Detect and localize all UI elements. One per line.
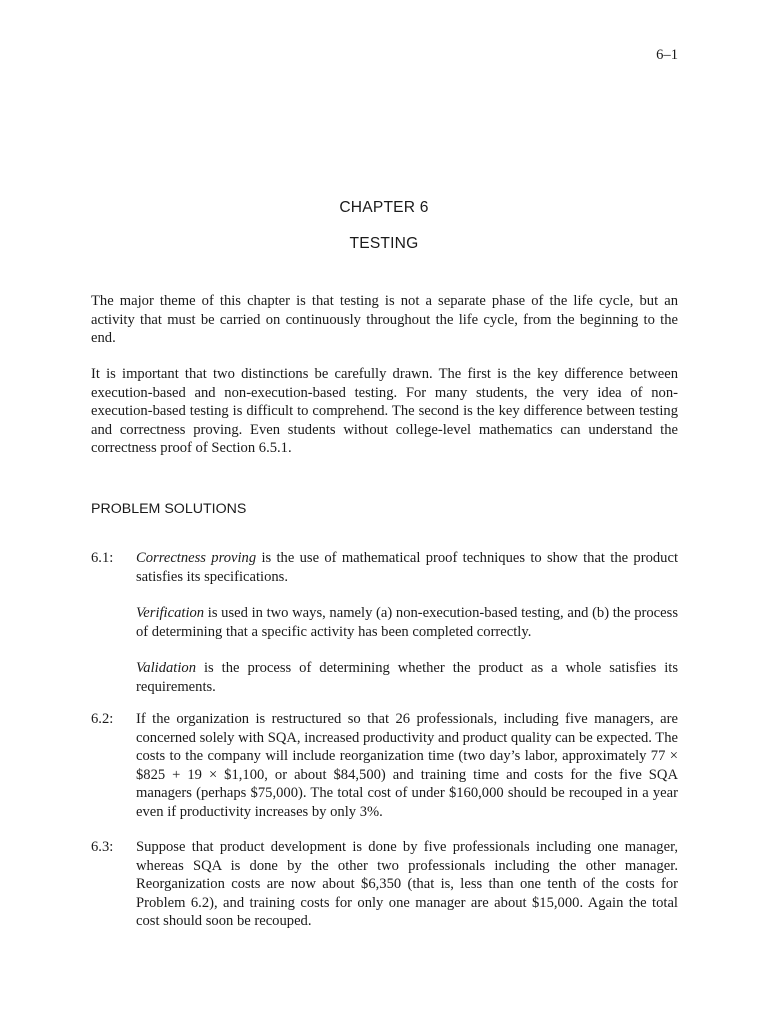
problem-body	[136, 838, 678, 931]
page-number: 6–1	[656, 47, 678, 63]
problem-body	[136, 549, 678, 697]
problem-paragraph	[136, 549, 678, 586]
problem-item	[91, 549, 678, 697]
problem-item	[91, 838, 678, 931]
defined-term: Verification	[136, 605, 205, 622]
problem-paragraph: If the organization is restructured so that 26 professionals, including five managers, are concerned solely with SQA, increased productivity and product quality can be expected. The costs to the company will include reorganization time (two day’s labor, approximately 77 × $825 + 19 × $1,100, or about $84,500) and training time and costs for the five SQA managers (perhaps $75,000). The total cost of under $160,000 should be recouped in a year even if productivity increases by only 3%.	[136, 711, 678, 820]
definition-text: is the process of determining whether the product as a whole satisfies its requirements.	[136, 660, 678, 695]
problem-paragraph	[136, 659, 678, 696]
section-heading: PROBLEM SOLUTIONS	[91, 501, 247, 517]
problem-paragraph	[136, 604, 678, 641]
defined-term: Validation	[136, 660, 196, 677]
problem-body	[136, 710, 678, 822]
definition-text: is the use of mathematical proof techniques to show that the product satisfies its specifications.	[136, 550, 678, 585]
chapter-title: TESTING	[349, 235, 419, 252]
problem-number: 6.2:	[91, 711, 114, 727]
chapter-number: CHAPTER 6	[339, 199, 429, 216]
defined-term: Correctness proving	[136, 550, 257, 566]
definition-text: is used in two ways, namely (a) non-execution-based testing, and (b) the process of determining that a specific activity has been completed correctly.	[136, 605, 678, 640]
problem-paragraph: Suppose that product development is done by five professionals including one manager, whereas SQA is done by the other two professionals including the other manager. Reorganization costs are now about $6,350 (that is, less than one tenth of the costs for Problem 6.2), and training costs for only one manager are about $15,000. Again the total cost should soon be recouped.	[136, 839, 678, 930]
intro-paragraph: It is important that two distinctions be carefully drawn. The first is the key difference between execution-based and non-execution-based testing. For many students, the very idea of non-execution-based testing is difficult to comprehend. The second is the key difference between testing and correctness proving. Even students without college-level mathematics can understand the correctness proof of Section 6.5.1.	[91, 366, 678, 457]
problem-number: 6.3:	[91, 839, 114, 855]
problem-item	[91, 710, 678, 822]
problem-number: 6.1:	[91, 550, 114, 566]
intro-paragraph: The major theme of this chapter is that testing is not a separate phase of the life cycle, but an activity that must be carried on continuously throughout the life cycle, from the beginning to the end.	[91, 293, 678, 347]
